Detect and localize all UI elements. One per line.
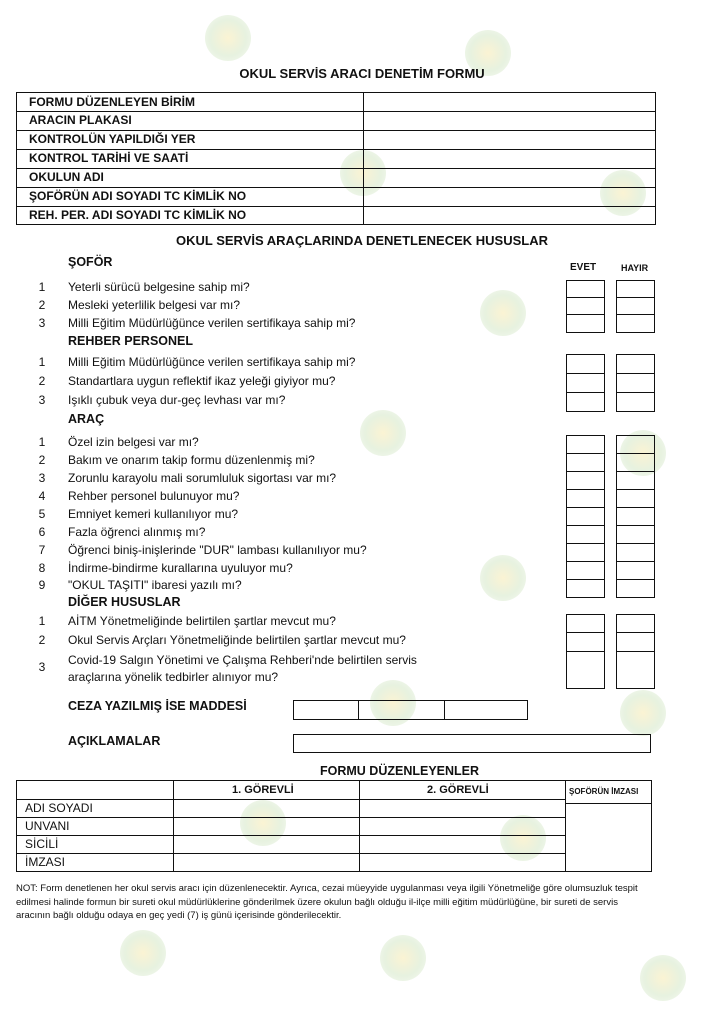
- checkbox-hayir[interactable]: [616, 489, 655, 508]
- item-number: 3: [38, 316, 46, 330]
- checkbox-hayir[interactable]: [616, 507, 655, 526]
- checkbox-evet[interactable]: [566, 392, 605, 412]
- signer-row-label: UNVANI: [25, 819, 70, 833]
- item-text: Bakım ve onarım takip formu düzenlenmiş mi?: [68, 453, 315, 467]
- info-value-sofor[interactable]: [367, 188, 652, 206]
- signer-cell[interactable]: [174, 854, 359, 871]
- checkbox-evet[interactable]: [566, 373, 605, 393]
- item-number: 9: [38, 578, 46, 592]
- signer-cell[interactable]: [360, 854, 565, 871]
- item-number: 1: [38, 355, 46, 369]
- info-value-tarih[interactable]: [367, 150, 652, 168]
- info-value-okul[interactable]: [367, 169, 652, 187]
- signers-title: FORMU DÜZENLEYENLER: [320, 764, 480, 778]
- checkbox-hayir[interactable]: [616, 471, 655, 490]
- checkbox-hayir[interactable]: [616, 525, 655, 544]
- checkbox-evet[interactable]: [566, 471, 605, 490]
- checkbox-evet[interactable]: [566, 297, 605, 315]
- notes-field[interactable]: [293, 734, 651, 753]
- checkbox-hayir[interactable]: [616, 373, 655, 393]
- item-text: Özel izin belgesi var mı?: [68, 435, 199, 449]
- checkbox-evet[interactable]: [566, 543, 605, 562]
- checkbox-hayir[interactable]: [616, 354, 655, 374]
- checkbox-hayir[interactable]: [616, 614, 655, 633]
- checkbox-evet[interactable]: [566, 507, 605, 526]
- watermark-seal: [640, 955, 686, 1001]
- checkbox-evet[interactable]: [566, 651, 605, 689]
- checkbox-evet[interactable]: [566, 354, 605, 374]
- item-number: 2: [38, 374, 46, 388]
- info-row-plaka: ARACIN PLAKASI: [29, 113, 132, 127]
- item-number: 1: [38, 280, 46, 294]
- signer-cell[interactable]: [360, 836, 565, 853]
- checkbox-evet[interactable]: [566, 435, 605, 454]
- item-text: Yeterli sürücü belgesine sahip mi?: [68, 280, 250, 294]
- checkbox-hayir[interactable]: [616, 392, 655, 412]
- watermark-seal: [480, 290, 526, 336]
- item-number: 3: [38, 393, 46, 407]
- item-number: 4: [38, 489, 46, 503]
- section-title-sofor: ŞOFÖR: [68, 255, 113, 269]
- signer-cell[interactable]: [360, 818, 565, 835]
- checkbox-hayir[interactable]: [616, 579, 655, 598]
- item-text: Emniyet kemeri kullanılıyor mu?: [68, 507, 239, 521]
- item-text: Covid-19 Salgın Yönetimi ve Çalışma Rehberi'nde belirtilen servis: [68, 653, 417, 667]
- checkbox-hayir[interactable]: [616, 435, 655, 454]
- penalty-field[interactable]: [293, 700, 528, 720]
- watermark-seal: [380, 935, 426, 981]
- item-text: AİTM Yönetmeliğinde belirtilen şartlar mevcut mu?: [68, 614, 336, 628]
- signer-cell[interactable]: [174, 836, 359, 853]
- item-number: 5: [38, 507, 46, 521]
- watermark-seal: [120, 930, 166, 976]
- signer-col-1: 1. GÖREVLİ: [232, 784, 294, 796]
- checkbox-hayir[interactable]: [616, 632, 655, 652]
- info-row-tarih: KONTROL TARİHİ VE SAATİ: [29, 151, 189, 165]
- item-text: Mesleki yeterlilik belgesi var mı?: [68, 298, 241, 312]
- item-number: 2: [38, 453, 46, 467]
- item-text: Rehber personel bulunuyor mu?: [68, 489, 240, 503]
- checkbox-evet[interactable]: [566, 525, 605, 544]
- checkbox-evet[interactable]: [566, 280, 605, 298]
- item-text: Öğrenci biniş-inişlerinde "DUR" lambası kullanılıyor mu?: [68, 543, 367, 557]
- item-text: Zorunlu karayolu mali sorumluluk sigortası var mı?: [68, 471, 337, 485]
- signer-row-label: İMZASI: [25, 855, 66, 869]
- checkbox-evet[interactable]: [566, 561, 605, 580]
- item-number: 2: [38, 298, 46, 312]
- info-table: [16, 92, 656, 225]
- section-title-diger: DİĞER HUSUSLAR: [68, 595, 181, 609]
- info-row-yer: KONTROLÜN YAPILDIĞI YER: [29, 132, 196, 146]
- info-value-rehber[interactable]: [367, 207, 652, 224]
- info-row-birim: FORMU DÜZENLEYEN BİRİM: [29, 95, 195, 109]
- signer-col-3: ŞOFÖRÜN İMZASI: [569, 787, 639, 796]
- item-text: İndirme-bindirme kurallarına uyuluyor mu?: [68, 561, 293, 575]
- item-number: 1: [38, 435, 46, 449]
- checkbox-hayir[interactable]: [616, 651, 655, 689]
- item-text: Işıklı çubuk veya dur-geç levhası var mı?: [68, 393, 286, 407]
- item-number: 7: [38, 543, 46, 557]
- info-row-okul: OKULUN ADI: [29, 170, 104, 184]
- checkbox-hayir[interactable]: [616, 561, 655, 580]
- signer-cell[interactable]: [360, 800, 565, 817]
- watermark-seal: [205, 15, 251, 61]
- watermark-seal: [360, 410, 406, 456]
- checkbox-hayir[interactable]: [616, 314, 655, 333]
- form-title: OKUL SERVİS ARACI DENETİM FORMU: [239, 66, 485, 81]
- item-text-continued: araçlarına yönelik tedbirler alınıyor mu?: [68, 670, 279, 684]
- signer-row-label: ADI SOYADI: [25, 801, 93, 815]
- item-text: Standartlara uygun reflektif ikaz yeleği giyiyor mu?: [68, 374, 336, 388]
- signers-table: [16, 780, 652, 872]
- footnote: NOT: Form denetlenen her okul servis aracı için düzenlenecektir. Ayrıca, cezai müeyyide uygulanması veya ilgili Yönetmeliğe göre olumsuzluk tespit edilmesi halinde formun bir sureti okul müdürlüklerine gönderilmek üzere okulun bağlı olduğu il-ilçe milli eğitim müdürlüğüne, bir sureti de servis aracının bağlı olduğu odaya en geç yedi (7) iş günü içerisinde gönderilecektir.: [16, 883, 638, 921]
- checkbox-hayir[interactable]: [616, 280, 655, 298]
- item-number: 8: [38, 561, 46, 575]
- watermark-seal: [620, 690, 666, 736]
- item-number: 3: [38, 660, 46, 674]
- section-title-arac: ARAÇ: [68, 412, 105, 426]
- info-value-birim[interactable]: [367, 93, 652, 111]
- watermark-seal: [480, 555, 526, 601]
- checkbox-evet[interactable]: [566, 489, 605, 508]
- item-text: Fazla öğrenci alınmış mı?: [68, 525, 206, 539]
- item-number: 1: [38, 614, 46, 628]
- item-text: Okul Servis Arçları Yönetmeliğinde belirtilen şartlar mevcut mu?: [68, 633, 406, 647]
- signer-cell[interactable]: [174, 800, 359, 817]
- item-text: Milli Eğitim Müdürlüğünce verilen sertifikaya sahip mi?: [68, 316, 356, 330]
- item-number: 6: [38, 525, 46, 539]
- signer-row-label: SİCİLİ: [25, 837, 59, 851]
- checkbox-hayir[interactable]: [616, 543, 655, 562]
- item-text: Milli Eğitim Müdürlüğünce verilen sertifikaya sahip mi?: [68, 355, 356, 369]
- info-value-plaka[interactable]: [367, 112, 652, 130]
- info-divider-vertical: [363, 93, 364, 224]
- info-row-sofor: ŞOFÖRÜN ADI SOYADI TC KİMLİK NO: [29, 189, 247, 203]
- column-no: HAYIR: [621, 263, 649, 273]
- column-yes: EVET: [570, 262, 597, 273]
- notes-label: AÇIKLAMALAR: [68, 734, 161, 748]
- checkbox-evet[interactable]: [566, 579, 605, 598]
- info-value-yer[interactable]: [367, 131, 652, 149]
- signer-cell[interactable]: [174, 818, 359, 835]
- checklist-title: OKUL SERVİS ARAÇLARINDA DENETLENECEK HUSUSLAR: [176, 233, 548, 248]
- info-row-rehber: REH. PER. ADI SOYADI TC KİMLİK NO: [29, 208, 247, 222]
- penalty-label: CEZA YAZILMIŞ İSE MADDESİ: [68, 699, 247, 713]
- item-number: 2: [38, 633, 46, 647]
- checkbox-hayir[interactable]: [616, 297, 655, 315]
- item-text: "OKUL TAŞITI" ibaresi yazılı mı?: [68, 578, 242, 592]
- checkbox-evet[interactable]: [566, 314, 605, 333]
- section-title-rehber: REHBER PERSONEL: [68, 334, 194, 348]
- checkbox-evet[interactable]: [566, 632, 605, 652]
- item-number: 3: [38, 471, 46, 485]
- signer-col-2: 2. GÖREVLİ: [427, 784, 489, 796]
- checkbox-hayir[interactable]: [616, 453, 655, 472]
- checkbox-evet[interactable]: [566, 453, 605, 472]
- checkbox-evet[interactable]: [566, 614, 605, 633]
- driver-signature-cell[interactable]: [566, 804, 651, 871]
